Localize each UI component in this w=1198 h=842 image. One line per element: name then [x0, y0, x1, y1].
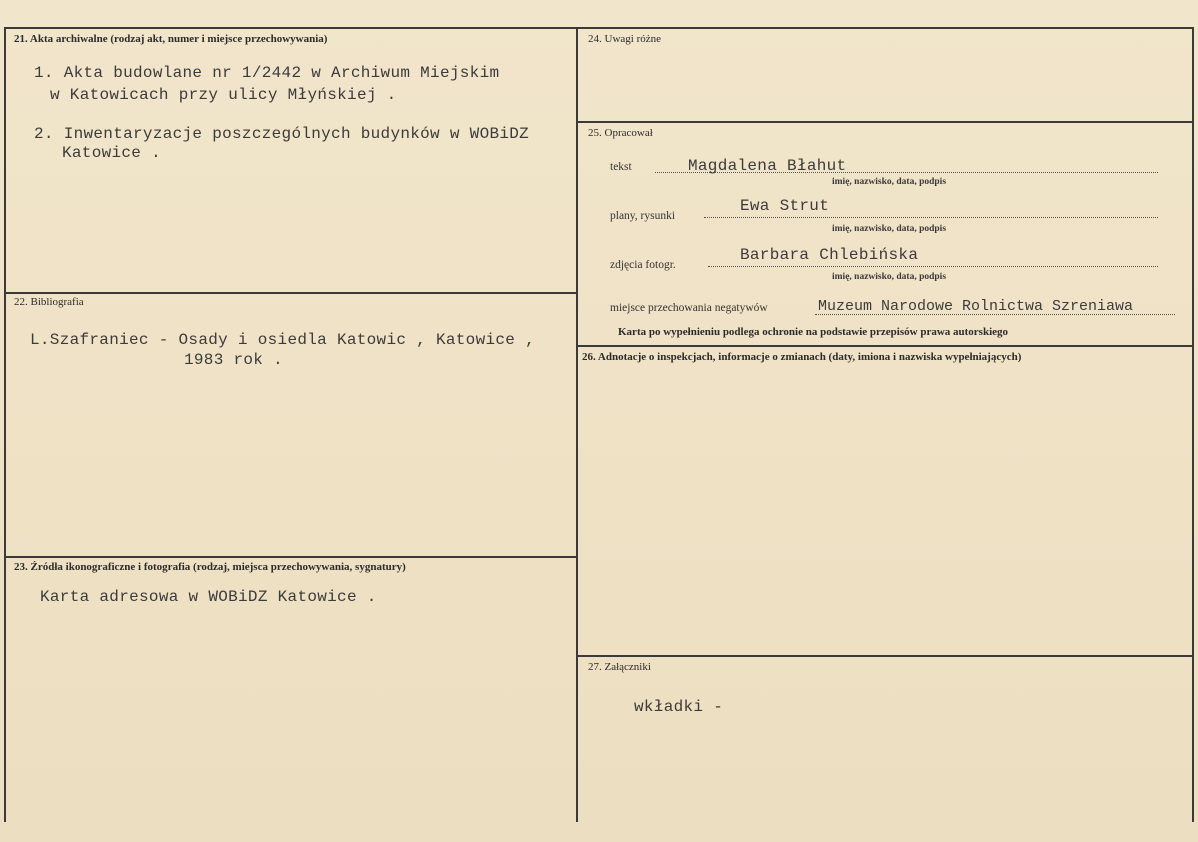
- plany-line: [704, 217, 1158, 218]
- section-23-header: 23. Źródła ikonograficzne i fotografia (rodzaj, miejsca przechowywania, sygnatury): [14, 561, 406, 573]
- tekst-label: tekst: [610, 161, 632, 173]
- section-26-header: 26. Adnotacje o inspekcjach, informacje o zmianach (daty, imiona i nazwiska wypełniających): [582, 351, 1022, 363]
- copyright-note: Karta po wypełnieniu podlega ochronie na podstawie przepisów prawa autorskiego: [618, 326, 1009, 338]
- section-21-item1-line2: w Katowicach przy ulicy Młyńskiej .: [50, 86, 397, 104]
- zdjecia-value: Barbara Chlebińska: [740, 246, 919, 264]
- tekst-value: Magdalena Błahut: [688, 157, 847, 175]
- divider-22-23: [4, 556, 577, 558]
- section-21-item2-line2: Katowice .: [62, 144, 162, 162]
- section-24-header: 24. Uwagi różne: [588, 33, 662, 45]
- section-27-value: wkładki -: [634, 698, 724, 716]
- right-border: [1192, 27, 1194, 822]
- tekst-caption: imię, nazwisko, data, podpis: [832, 177, 947, 187]
- section-23-line1: Karta adresowa w WOBiDZ Katowice .: [40, 588, 377, 606]
- top-border: [4, 27, 1194, 29]
- section-21-item2-line1: 2. Inwentaryzacje poszczególnych budynków w WOBiDZ: [34, 125, 530, 143]
- plany-value: Ewa Strut: [740, 197, 830, 215]
- zdjecia-label: zdjęcia fotogr.: [610, 259, 676, 271]
- plany-label: plany, rysunki: [610, 210, 676, 222]
- section-25-header: 25. Opracował: [588, 127, 653, 139]
- center-divider: [576, 27, 578, 822]
- section-27-header: 27. Załączniki: [588, 661, 651, 673]
- left-border: [4, 27, 6, 822]
- negatywy-value: Muzeum Narodowe Rolnictwa Szreniawa: [818, 298, 1134, 315]
- divider-25-26: [578, 345, 1194, 347]
- zdjecia-caption: imię, nazwisko, data, podpis: [832, 272, 947, 282]
- section-22-line2: 1983 rok .: [184, 351, 284, 369]
- section-22-line1: L.Szafraniec - Osady i osiedla Katowic , Katowice ,: [30, 331, 535, 349]
- zdjecia-line: [708, 266, 1158, 267]
- negatywy-label: miejsce przechowania negatywów: [610, 302, 768, 314]
- section-21-item1-line1: 1. Akta budowlane nr 1/2442 w Archiwum Miejskim: [34, 64, 500, 82]
- divider-21-22: [4, 292, 577, 294]
- section-21-header: 21. Akta archiwalne (rodzaj akt, numer i miejsce przechowywania): [14, 33, 328, 45]
- plany-caption: imię, nazwisko, data, podpis: [832, 224, 947, 234]
- section-22-header: 22. Bibliografia: [14, 296, 84, 308]
- divider-26-27: [578, 655, 1194, 657]
- divider-24-25: [578, 121, 1194, 123]
